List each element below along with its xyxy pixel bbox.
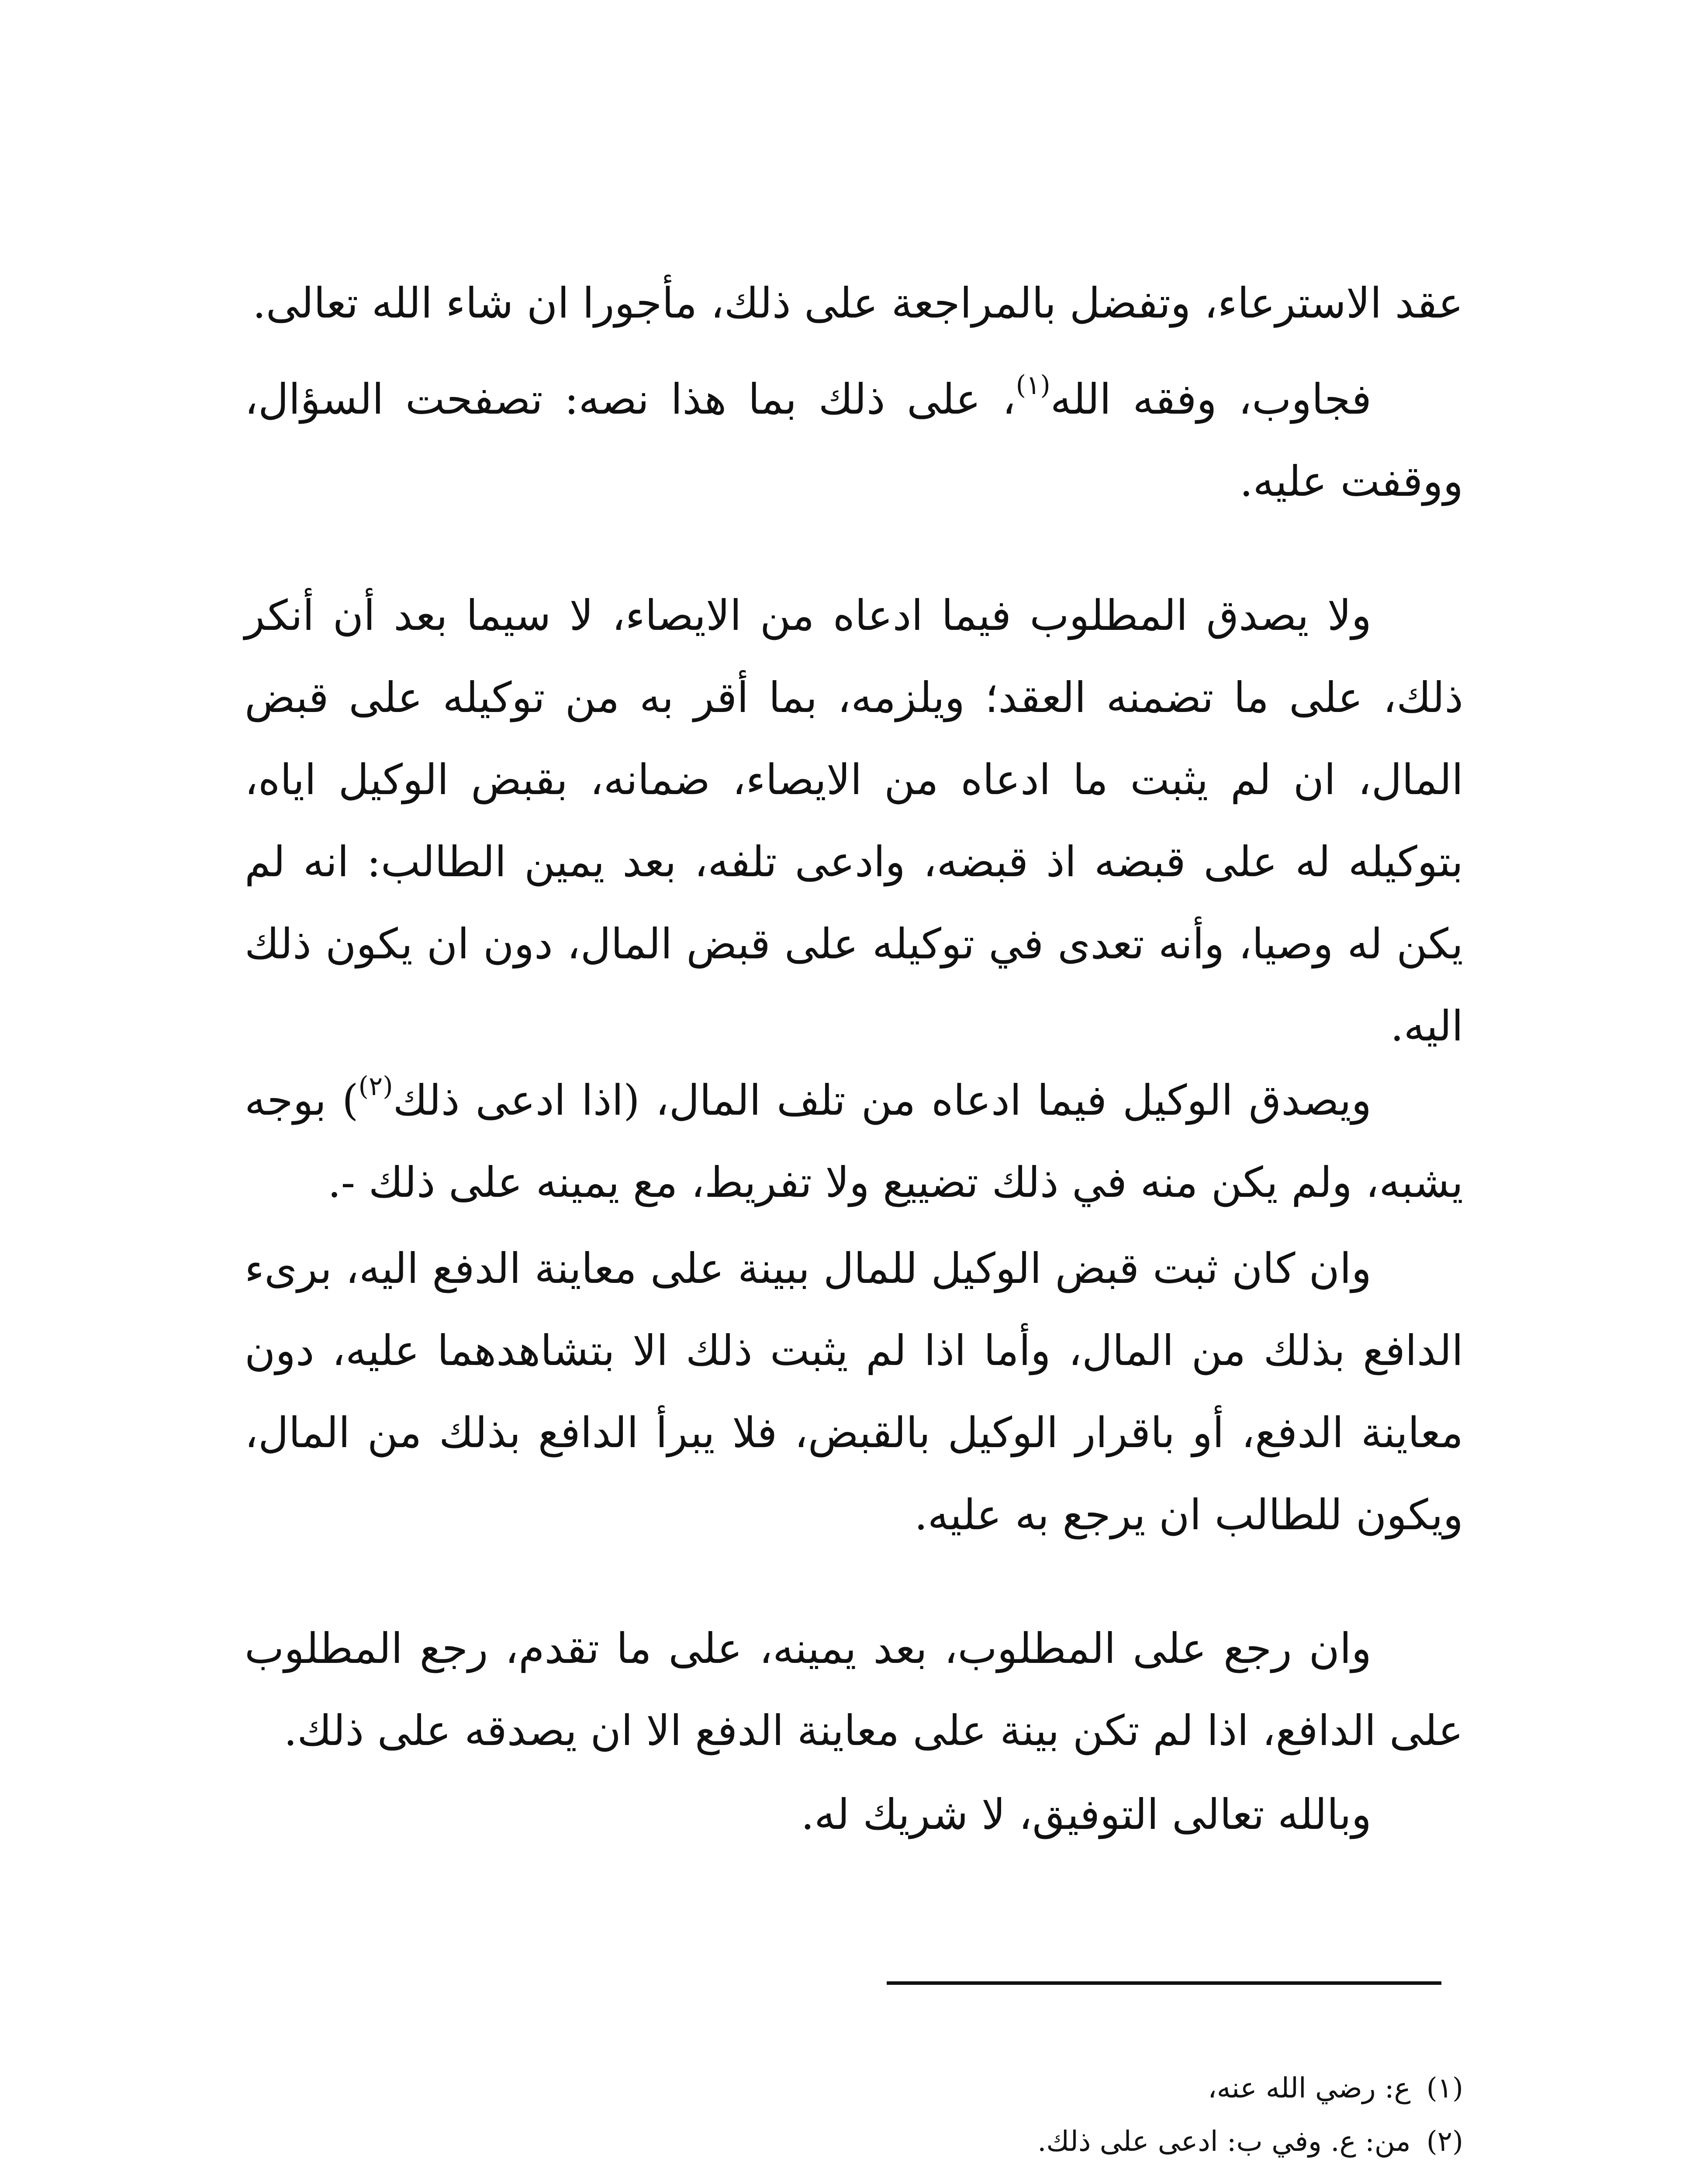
paragraph-5: وان كان ثبت قبض الوكيل للمال ببينة على معاينة الدفع اليه، برىء الدافع بذلك من المال، وأما اذا لم يثبت ذلك الا بتشاهدهما عليه، دون معاينة الدفع، أو باقرار الوكيل بالقبض، فلا يبرأ الدافع بذلك من المال، ويكون للطالب ان يرجع به عليه.	[245, 1244, 1463, 1539]
footnote-2-number: (٢)	[1426, 2125, 1463, 2158]
paragraph-7: وبالله تعالى التوفيق، لا شريك له.	[801, 1790, 1372, 1839]
paragraph-6: وان رجع على المطلوب، بعد يمينه، على ما تقدم، رجع المطلوب على الدافع، اذا لم تكن بينة على معاينة الدفع الا ان يصدقه على ذلك.	[245, 1624, 1463, 1755]
footnote-1-number: (١)	[1426, 2072, 1463, 2105]
footnote-ref-2: (٢)	[358, 1071, 393, 1102]
body-text-3	[245, 574, 1463, 1067]
footnote-separator	[887, 1981, 1441, 1985]
paragraph-2-end: ، على ذلك بما هذا نصه: تصفحت السؤال، ووقفت عليه.	[245, 375, 1463, 506]
footnote-1-text: ع: رضي الله عنه،	[1208, 2072, 1411, 2105]
paragraph-3: ولا يصدق المطلوب فيما ادعاه من الايصاء، لا سيما بعد أن أنكر ذلك، على ما تضمنه العقد؛ ويلزمه، بما أقر به من توكيله على قبض المال، ان لم يثبت ما ادعاه من الايصاء، ضمانه، بقبض الوكيل اياه، بتوكيله له على قبضه اذ قبضه، وادعى تلفه، بعد يمين الطالب: انه لم يكن له وصيا، وأنه تعدى في توكيله على قبض المال، دون ان يكون ذلك اليه.	[245, 591, 1464, 1051]
footnote-2-text: من: ع. وفي ب: ادعى على ذلك.	[1037, 2125, 1411, 2158]
body-text-7	[245, 1773, 1463, 1856]
footnote-2	[245, 2115, 1463, 2168]
body-text-6	[245, 1607, 1463, 1772]
paragraph-4-end: ) بوجه يشبه، ولم يكن منه في ذلك تضييع ولا تفريط، مع يمينه على ذلك -.	[245, 1076, 1463, 1207]
paragraph-2-start: فجاوب، وفقه الله	[1050, 375, 1372, 424]
footnote-ref-1: (١)	[1016, 370, 1050, 401]
body-text-2	[245, 358, 1463, 522]
footnotes	[245, 2062, 1463, 2168]
body-text	[245, 262, 1463, 344]
paragraph-4-start: ويصدق الوكيل فيما ادعاه من تلف المال، (اذا ادعى ذلك	[393, 1076, 1372, 1125]
paragraph-4	[245, 1059, 1463, 1223]
body-text-4	[245, 1059, 1463, 1223]
footnote-1	[245, 2062, 1463, 2115]
paragraph-1: عقد الاسترعاء، وتفضل بالمراجعة على ذلك، مأجورا ان شاء الله تعالى.	[252, 279, 1463, 328]
paragraph-2	[245, 358, 1463, 522]
body-text-5	[245, 1227, 1463, 1556]
